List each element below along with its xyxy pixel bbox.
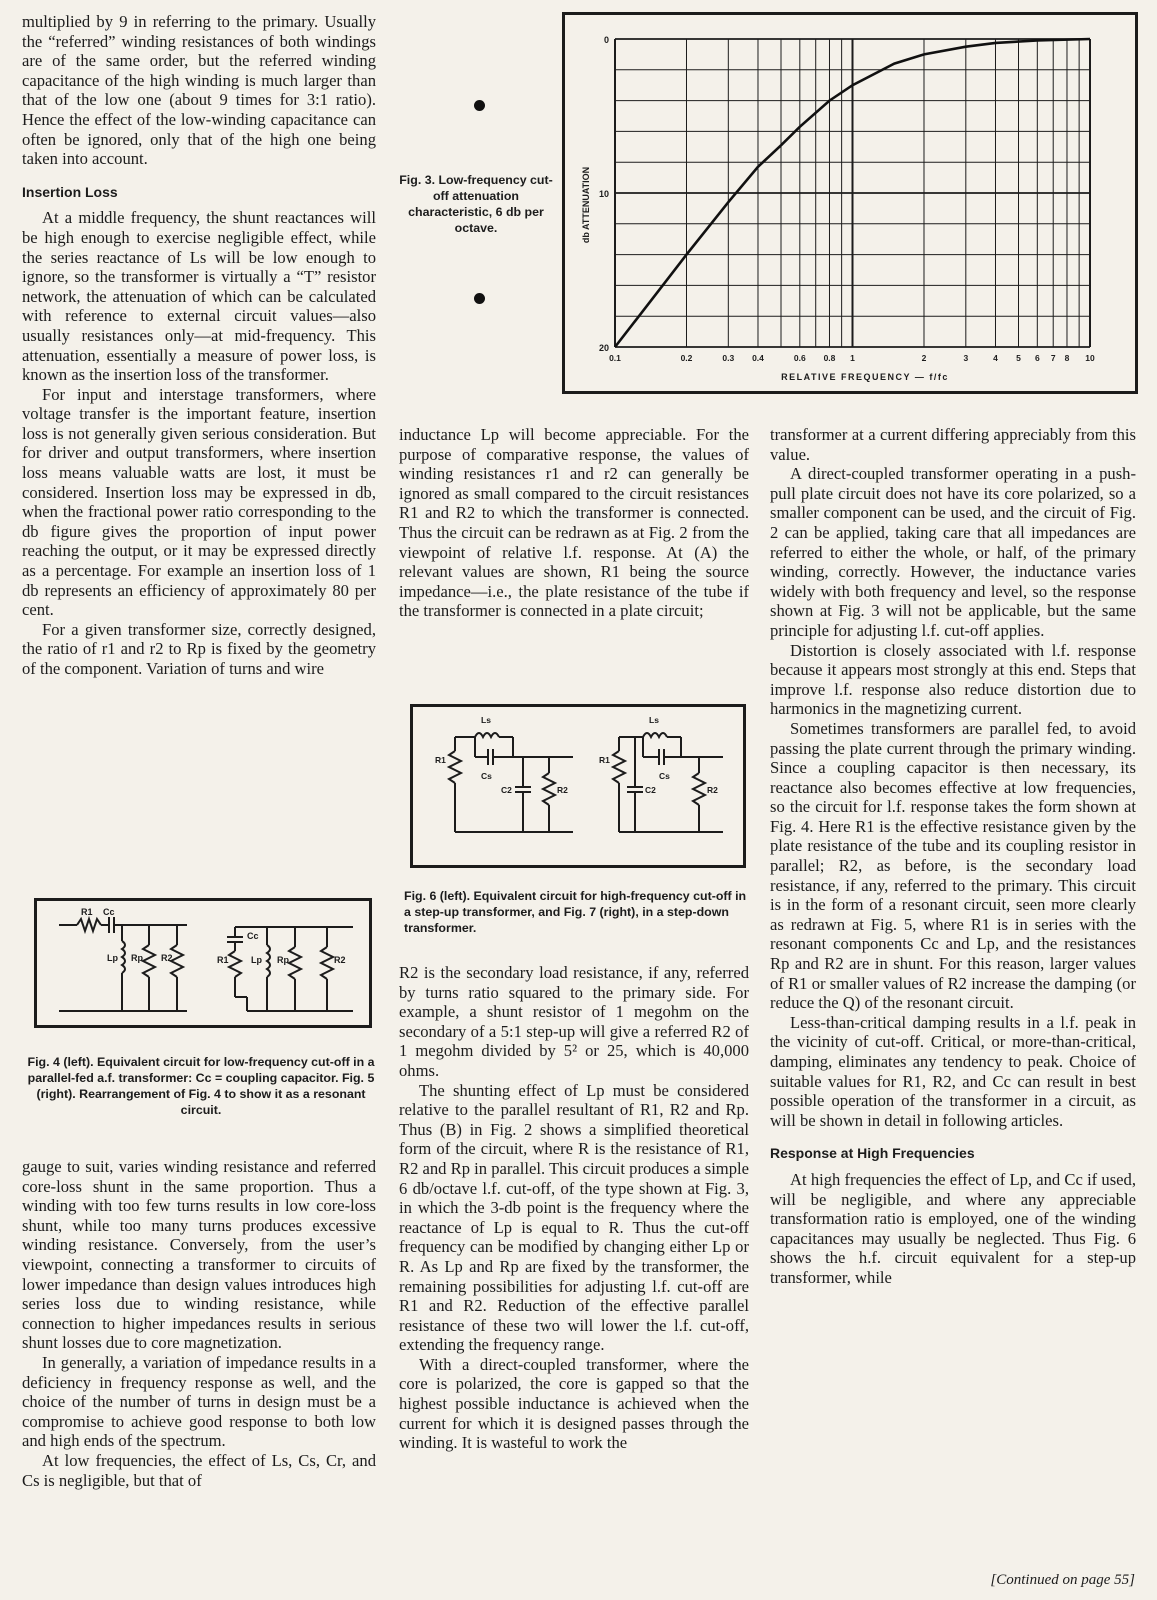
label-c2: C2: [501, 785, 512, 795]
x-tick-label: 6: [1034, 353, 1040, 363]
x-tick-label: 0.1: [609, 353, 621, 363]
x-tick-label: 0.8: [823, 353, 836, 363]
x-tick-label: 8: [1064, 353, 1070, 363]
paragraph: gauge to suit, varies winding resistance and referred core-loss shunt in the same proportion. Thus a winding with too few turns results in low core-loss shunt, while too many turns produces excessive winding resistance. Conversely, from the user’s viewpoint, connecting a transformer to circuits of lower impedance than design values introduces high series loss due to winding resistance, while connection to higher impedances results in serious shunt losses due to core magnetization.: [22, 1157, 376, 1353]
paragraph: For a given transformer size, correctly designed, the ratio of r1 and r2 to Rp is fixed by the geometry of the component. Variation of turns and wire: [22, 619, 376, 678]
label-cc-5: Cc: [247, 931, 259, 941]
figure-3-caption: Fig. 3. Low-frequency cut-off attenuation characteristic, 6 db per octave.: [399, 173, 553, 235]
figure-6-7-caption: Fig. 6 (left). Equivalent circuit for high-frequency cut-off in a step-up transformer, and Fig. 7 (right), in a step-down transformer.: [404, 889, 747, 935]
label-r2: R2: [161, 953, 173, 963]
x-tick-label: 0.6: [793, 353, 806, 363]
paragraph: multiplied by 9 in referring to the primary. Usually the “referred” winding resistances of both windings are of the same order, but the referred winding capacitance of the high winding is much larger than that of the low one (about 9 times for 3:1 ratio). Hence the effect of the low-winding capacitance can often be ignored, only that of the high one being taken into account.: [22, 12, 376, 169]
label-r1: R1: [435, 755, 446, 765]
label-lp: Lp: [107, 953, 118, 963]
y-tick-label: 0: [603, 35, 609, 45]
section-heading: Response at High Frequencies: [770, 1145, 975, 1162]
paragraph: R2 is the secondary load resistance, if any, referred by turns ratio squared to the primary side. For example, a shunt resistor of 1 megohm on the secondary of a 5:1 step-up will give a referred R2 of 1 megohm divided by 5² or 25, which is 40,000 ohms.: [399, 963, 749, 1080]
label-lp-5: Lp: [251, 955, 262, 965]
label-cs: Cs: [481, 771, 492, 781]
label-rp: Rp: [131, 953, 143, 963]
column-1-top: [22, 12, 376, 679]
x-tick-label: 10: [1085, 353, 1095, 363]
section-heading: Insertion Loss: [22, 183, 118, 200]
paragraph: At a middle frequency, the shunt reactances will be high enough to exercise negligible effect, while the series reactance of Ls will be low enough to ignore, so the transformer is virtually a “T” resistor network, the attenuation of which can be calculated with reference to external circuit values—also usually resistances only—at mid-frequency. This attenuation, essentially a measure of power loss, is known as the insertion loss of the transformer.: [22, 208, 376, 385]
paragraph: Distortion is closely associated with l.f. response because it appears most strongly at this end. Steps that improve l.f. response also reduce distortion due to harmonics in the magnetizing current.: [770, 640, 1136, 719]
paragraph: At low frequencies, the effect of Ls, Cs, Cr, and Cs is negligible, but that of: [22, 1450, 376, 1490]
paragraph: The shunting effect of Lp must be considered relative to the parallel resultant of R1, R2 and Rp. Thus (B) in Fig. 2 shows a simplified theoretical form of the circuit, where R is the resistance of R1, R2 and Rp in parallel. This circuit produces a simple 6 db/octave l.f. cut-off, of the type shown at Fig. 3, in which the 3-db point is the frequency where the reactance of Lp is equal to R. Thus the cut-off frequency can be modified by changing either Lp or R. As Lp and Rp are fixed by the transformer, the remaining possibilities for adjusting l.f. cut-off are R1 and R2. Reduction of the effective parallel resistance of these two will lower the l.f. cut-off, extending the frequency range.: [399, 1080, 749, 1355]
paragraph: Less-than-critical damping results in a l.f. peak in the vicinity of cut-off. Critical, or more-than-critical, damping, eliminates any tendency to peak. Choice of suitable values for R1, R2, and Cc can result in best possible operation of the transformer in a circuit, as will be shown in detail in following articles.: [770, 1012, 1136, 1130]
column-1-bottom: [22, 1157, 376, 1490]
label-rp-5: Rp: [277, 955, 289, 965]
label-r2-7: R2: [707, 785, 718, 795]
column-2-top: [399, 425, 749, 621]
dot-marker: [474, 100, 485, 111]
label-cc: Cc: [103, 907, 115, 917]
figure-6-7: [410, 704, 746, 868]
y-axis-label: db ATTENUATION: [581, 166, 591, 244]
label-cs-7: Cs: [659, 771, 670, 781]
x-tick-label: 0.2: [680, 353, 693, 363]
y-tick-label: 10: [598, 189, 609, 199]
y-tick-label: 20: [598, 343, 609, 353]
paragraph: A direct-coupled transformer operating in a push-pull plate circuit does not have its core polarized, so a smaller component can be used, and the circuit of Fig. 2 can be applied, taking care that all impedances are referred to either the whole, or half, of the primary winding, correctly. However, the inductance varies widely with both frequency and level, so the response shown at Fig. 3 will not be applicable, but the same principle for adjusting l.f. cut-off applies.: [770, 464, 1136, 640]
x-tick-label: 5: [1016, 353, 1021, 363]
label-r2-5: R2: [334, 955, 346, 965]
x-tick-label: 4: [993, 353, 998, 363]
x-tick-label: 0.4: [752, 353, 764, 363]
label-r1-5: R1: [217, 955, 229, 965]
circuit-diagram: [37, 901, 369, 1025]
paragraph: inductance Lp will become appreciable. For the purpose of comparative response, the values of winding resistances r1 and r2 can generally be ignored as small compared to the circuit resistances R1 and R2 to which the transformer is connected. Thus the circuit can be redrawn as at Fig. 2 from the viewpoint of relative l.f. response. At (A) the relevant values are shown, R1 being the source impedance—i.e., the plate resistance of the tube if the transformer is connected in a plate circuit;: [399, 425, 749, 621]
paragraph: In generally, a variation of impedance results in a deficiency in frequency response as well, and the choice of the number of turns in design must be a compromise to achieve good response to both low and high ends of the spectrum.: [22, 1352, 376, 1451]
paragraph: At high frequencies the effect of Lp, and Cc if used, will be negligible, and where any appreciable transformation ratio is employed, one of the winding capacitances may usually be neglected. Thus Fig. 6 shows the h.f. circuit equivalent for a step-up transformer, while: [770, 1169, 1136, 1287]
figure-4-5: [34, 898, 372, 1028]
paragraph: transformer at a current differing appreciably from this value.: [770, 425, 1136, 464]
label-c2-7: C2: [645, 785, 656, 795]
x-tick-label: 1: [850, 353, 855, 363]
x-axis-label: RELATIVE FREQUENCY — f/fc: [781, 372, 949, 382]
x-tick-label: 0.3: [722, 353, 735, 363]
dot-marker: [474, 293, 485, 304]
figure-4-5-caption: Fig. 4 (left). Equivalent circuit for low-frequency cut-off in a parallel-fed a.f. transformer: Cc = coupling capacitor. Fig. 5 (right). Rearrangement of Fig. 4 to show it as a resonant circuit.: [27, 1055, 375, 1117]
figure-3-chart: [562, 12, 1138, 394]
column-2-bottom: [399, 963, 749, 1453]
x-tick-label: 3: [963, 353, 969, 363]
attenuation-chart: [565, 15, 1135, 391]
label-r1: R1: [81, 907, 93, 917]
paragraph: With a direct-coupled transformer, where the core is polarized, the core is gapped so that the highest possible inductance is achieved when the current for which it is designed passes through the winding. It is wasteful to work the: [399, 1354, 749, 1453]
paragraph: For input and interstage transformers, where voltage transfer is the important feature, insertion loss is not generally given serious consideration. But for driver and output transformers, where insertion loss means valuable watts are lost, it must be considered. Insertion loss may be expressed in db, when the fractional power ratio corresponding to the db figure gives the proportion of input power reaching the output, or it may be expressed directly as a percentage. For example an insertion loss of 1 db represents an efficiency of approximately 80 per cent.: [22, 384, 376, 620]
x-tick-label: 7: [1050, 353, 1056, 363]
label-r2: R2: [557, 785, 568, 795]
x-tick-label: 2: [921, 353, 927, 363]
circuit-diagram-hf: [413, 707, 743, 865]
label-ls-7: Ls: [649, 715, 659, 725]
label-r1-7: R1: [599, 755, 610, 765]
column-3: [770, 425, 1136, 1288]
paragraph: Sometimes transformers are parallel fed, to avoid passing the plate current through the primary winding. Since a coupling capacitor is then necessary, its reactance also becomes effective at low frequencies, so the circuit for l.f. response takes the form shown at Fig. 4. Here R1 is the effective resistance given by the plate resistance of the tube and its coupling resistor in parallel; R2, as before, is the secondary load resistance, if any, referred to the primary. This circuit is in the form of a resonant circuit, seen more clearly as redrawn at Fig. 5, where R1 is in series with the resonant components Cc and Lp, and the resistances Rp and R2 are in shunt. For this reason, larger values of R1 or smaller values of R2 increase the damping (or reduce the Q) of the resonant circuit.: [770, 718, 1136, 1013]
continued-note: [Continued on page 55]: [990, 1572, 1135, 1588]
label-ls: Ls: [481, 715, 491, 725]
